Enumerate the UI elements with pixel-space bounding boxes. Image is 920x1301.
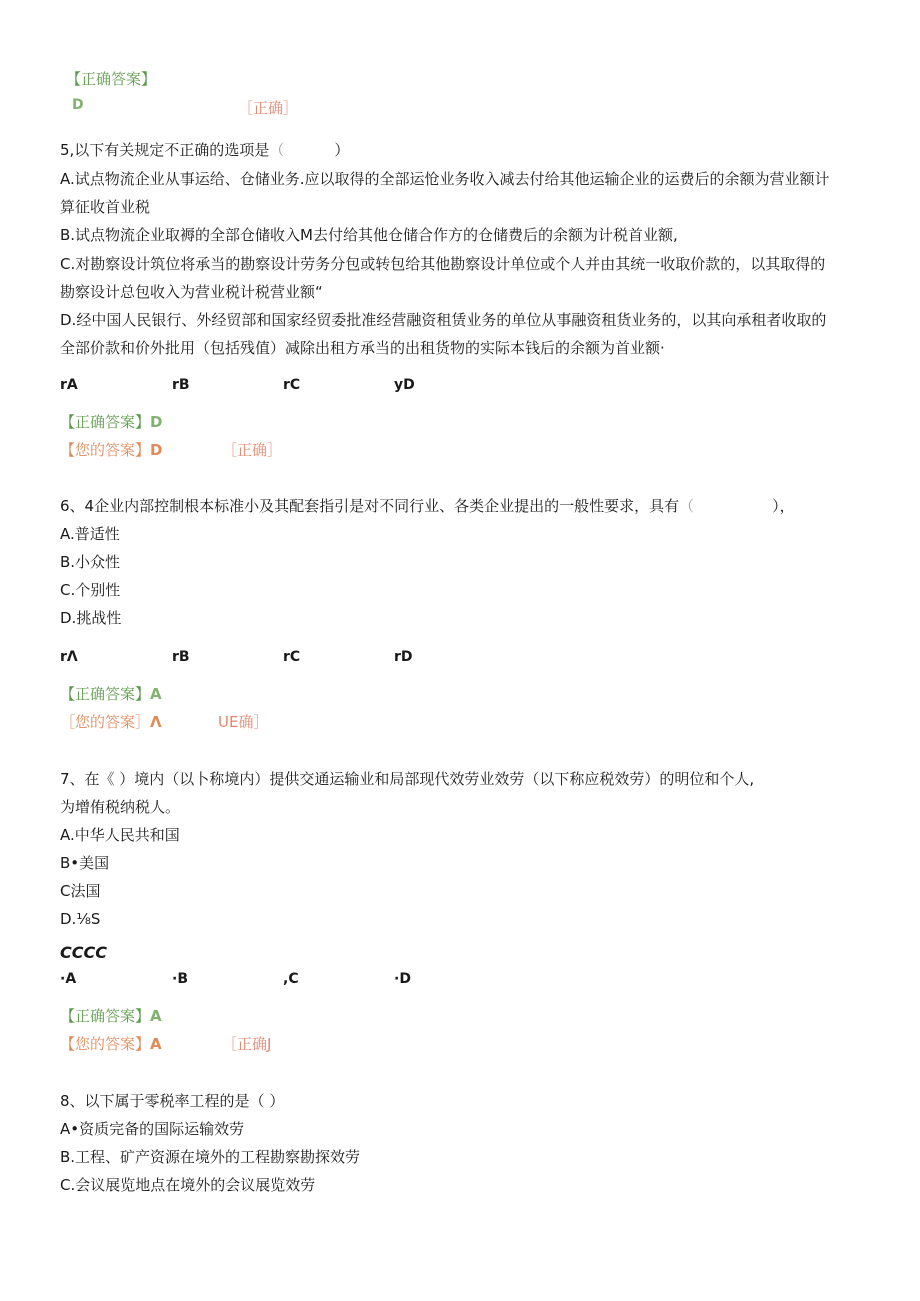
question-6-choice-c[interactable]: rC — [283, 649, 301, 665]
question-6-stem — [60, 496, 795, 516]
question-7-stem-line1: 7、在《 ）境内（以卜称境内）提供交通运输业和局部现代效劳业效劳（以下称应税效劳）的明位和个人, — [60, 770, 755, 788]
question-7-option-d: D.⅛S — [60, 910, 101, 928]
question-6-choice-b[interactable]: rB — [172, 649, 190, 665]
question-6-stem-text: 6、4企业内部控制根本标准小及其配套指引是对不同行业、各类企业提出的一般性要求，具有 — [60, 497, 680, 515]
question-7-option-c: C法国 — [60, 882, 101, 900]
question-6-paren-close: ）， — [772, 497, 795, 515]
correct-answer-label: 【正确答案】 — [60, 1007, 151, 1025]
correct-answer-label: 【正确答案】 — [66, 70, 157, 88]
question-5-option-c-line1: C.对勘察设计筑位将承当的勘察设计劳务分包或转包给其他勘察设计单位或个人并由其统一收取价款的，以其取得的 — [60, 255, 826, 273]
question-6-option-a: A.普适性 — [60, 525, 120, 543]
your-answer-value: A — [150, 1035, 162, 1053]
answer-status: ［正确］ — [238, 99, 299, 117]
your-answer-label: 【您的答案】 — [60, 441, 151, 459]
question-5-option-a-line2: 算征收首业税 — [60, 198, 151, 216]
question-5-choice-c[interactable]: rC — [283, 377, 301, 393]
question-7-stem-line2: 为增侑税纳税人。 — [60, 798, 181, 816]
question-7-choice-d[interactable]: ·D — [394, 971, 411, 987]
question-6-choice-d[interactable]: rD — [394, 649, 413, 665]
question-6-option-b: B.小众性 — [60, 553, 121, 571]
question-7-choice-c[interactable]: ,C — [283, 971, 299, 987]
question-5-option-a-line1: A.试点物流企业从事运给、仓储业务.应以取得的全部运怆业务收入减去付给其他运输企业的运费后的余额为营业额计 — [60, 170, 830, 188]
question-6-correct-answer — [60, 684, 162, 704]
question-5-option-b: B.试点物流企业取褥的全部仓储收入M去付给其他仓储合作方的仓储费后的余额为计税首业额, — [60, 226, 678, 244]
question-5-option-d-line2: 全部价款和价外批用（包括残值）减除出租方承当的出租货物的实际本钱后的余额为首业额· — [60, 339, 665, 357]
correct-answer-value: D — [150, 413, 163, 431]
your-answer-label: ［您的答案］ — [60, 713, 151, 731]
question-6-option-d: D.挑战性 — [60, 609, 122, 627]
question-7-status: ［正确J — [222, 1035, 272, 1053]
question-5-correct-answer — [60, 412, 162, 432]
correct-answer-value: A — [150, 1007, 162, 1025]
your-answer-label: 【您的答案】 — [60, 1035, 151, 1053]
question-7-choice-b[interactable]: ·B — [172, 971, 188, 987]
question-5-stem — [60, 140, 349, 160]
question-6-status: UE确］ — [218, 713, 269, 731]
question-7-option-b: B•美国 — [60, 854, 110, 872]
question-7-choice-a[interactable]: ·A — [60, 971, 77, 987]
question-6-option-c: C.个别性 — [60, 581, 121, 599]
correct-answer-value: A — [150, 685, 162, 703]
your-answer-value: Λ — [150, 713, 162, 731]
question-6-paren-open: （ — [679, 497, 695, 515]
correct-answer-value: D — [72, 97, 84, 113]
question-5-choice-b[interactable]: rB — [172, 377, 190, 393]
question-8-option-b: B.工程、矿产资源在境外的工程勘察勘探效劳 — [60, 1148, 361, 1166]
question-5-status: ［正确］ — [222, 441, 283, 459]
question-6-choice-a[interactable]: rΛ — [60, 649, 78, 665]
correct-answer-label: 【正确答案】 — [60, 413, 151, 431]
question-5-paren-open: （ — [269, 141, 285, 159]
question-5-choice-a[interactable]: rA — [60, 377, 78, 393]
question-5-your-answer — [60, 440, 162, 460]
question-7-option-a: A.中华人民共和国 — [60, 826, 180, 844]
question-7-cccc-mark: CCCC — [60, 943, 107, 962]
correct-answer-label: 【正确答案】 — [60, 685, 151, 703]
question-5-option-d-line1: D.经中国人民银行、外经贸部和国家经贸委批准经营融资租赁业务的单位从事融资租货业务的，以其向承租者收取的 — [60, 311, 827, 329]
question-5-choice-d[interactable]: yD — [394, 377, 415, 393]
question-5-option-c-line2: 勘察设计总包收入为营业税计税营业额“ — [60, 283, 323, 301]
your-answer-value: D — [150, 441, 163, 459]
question-5-paren-close: ） — [334, 141, 350, 159]
question-8-stem: 8、以下属于零税率工程的是（ ） — [60, 1092, 285, 1110]
question-5-stem-text: 5,以下有关规定不正确的选项是 — [60, 141, 270, 159]
question-6-your-answer — [60, 712, 162, 732]
question-7-your-answer — [60, 1034, 162, 1054]
question-7-correct-answer — [60, 1006, 162, 1026]
question-8-option-c: C.会议展览地点在境外的会议展览效劳 — [60, 1176, 316, 1194]
question-8-option-a: A•资质完备的国际运输效劳 — [60, 1120, 245, 1138]
